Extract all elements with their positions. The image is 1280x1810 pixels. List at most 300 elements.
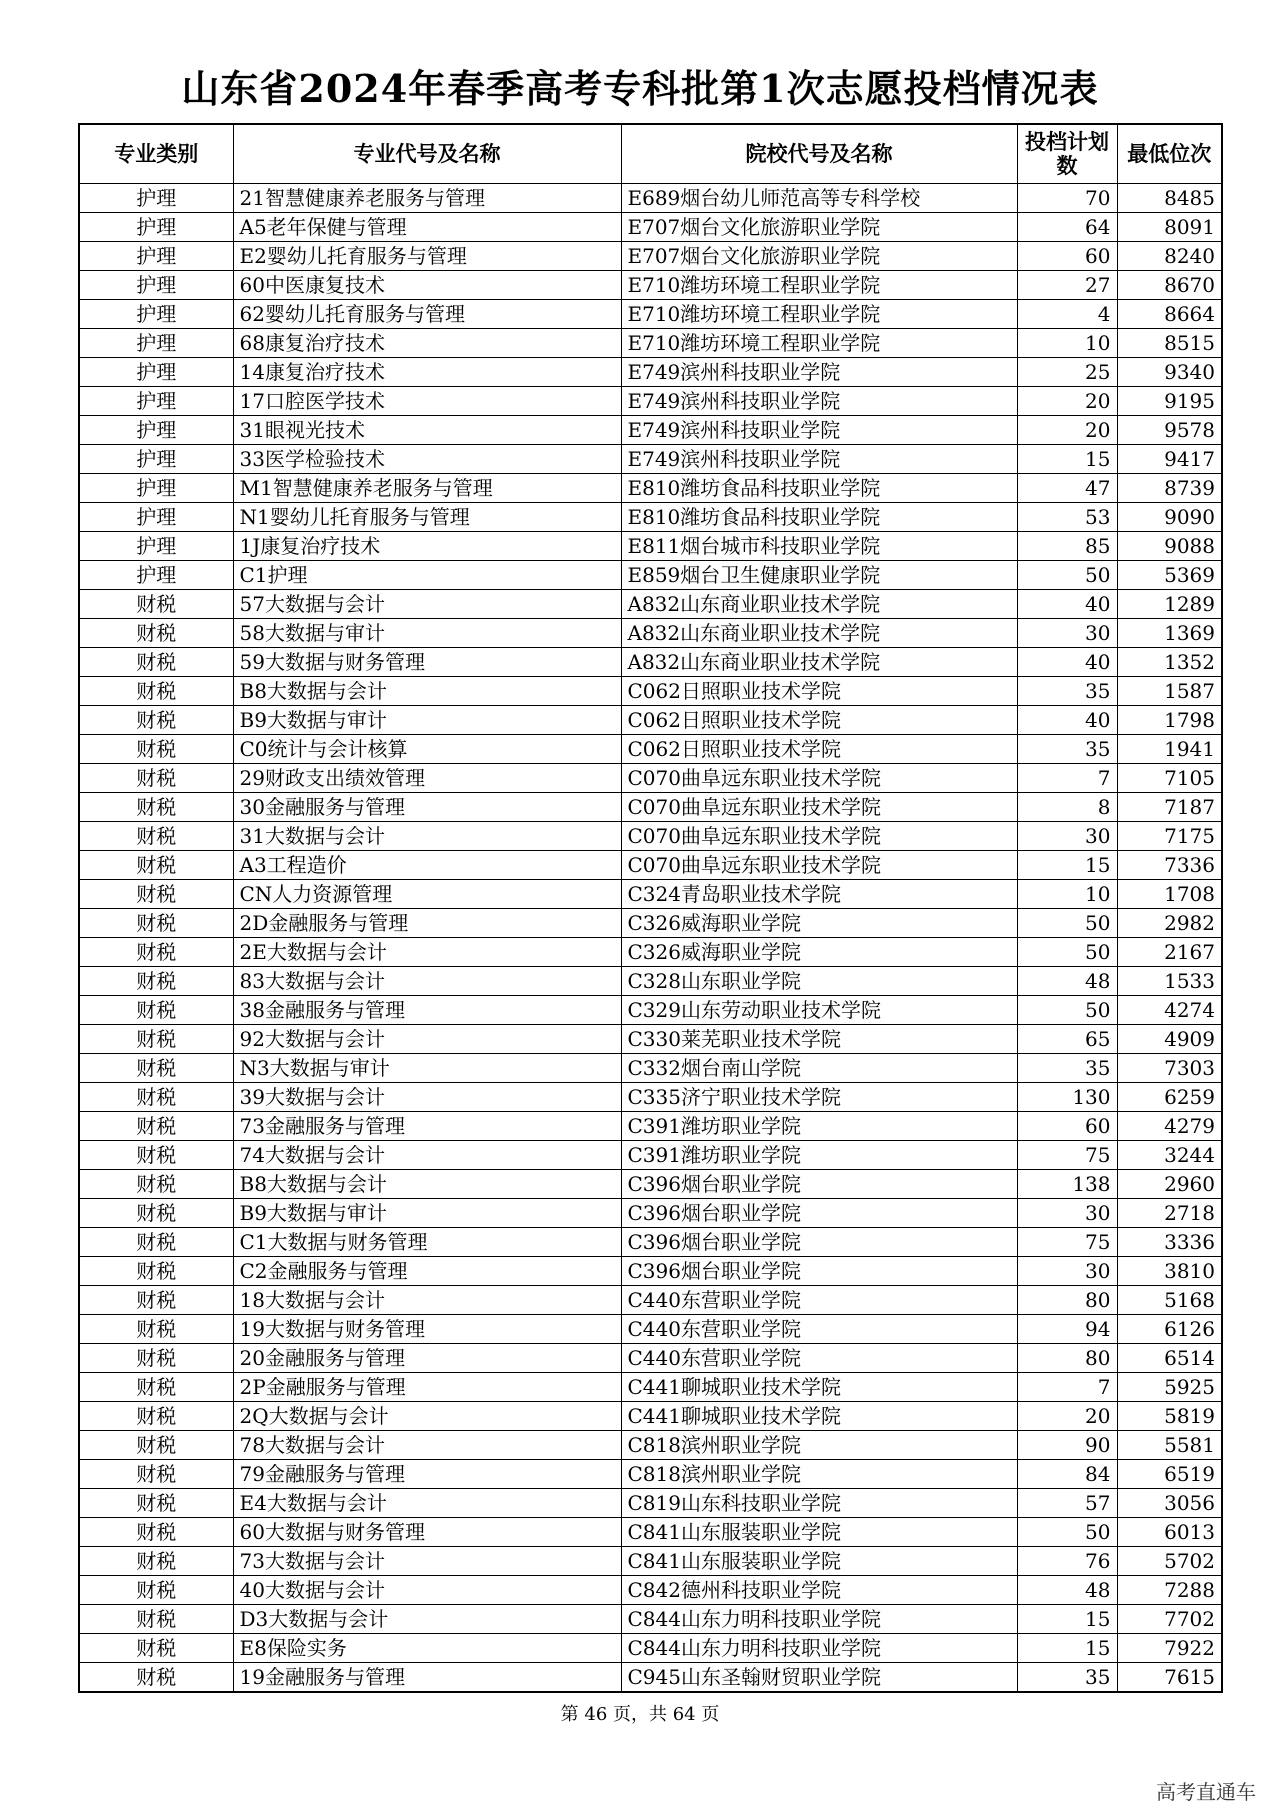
cell-major: 19金融服务与管理 [233,1663,621,1693]
cell-school: C332烟台南山学院 [621,1054,1017,1083]
cell-major: 40大数据与会计 [233,1576,621,1605]
cell-rank: 3336 [1117,1228,1222,1257]
cell-school: E710潍坊环境工程职业学院 [621,329,1017,358]
cell-category: 财税 [79,1141,233,1170]
cell-school: C945山东圣翰财贸职业学院 [621,1663,1017,1693]
cell-school: C819山东科技职业学院 [621,1489,1017,1518]
cell-plan: 76 [1017,1547,1117,1576]
table-row [79,1605,1222,1634]
cell-school: C391潍坊职业学院 [621,1112,1017,1141]
cell-school: C324青岛职业技术学院 [621,880,1017,909]
cell-plan: 20 [1017,416,1117,445]
cell-plan: 84 [1017,1460,1117,1489]
cell-school: E810潍坊食品科技职业学院 [621,474,1017,503]
table-row [79,532,1222,561]
cell-major: N1婴幼儿托育服务与管理 [233,503,621,532]
cell-rank: 6259 [1117,1083,1222,1112]
cell-major: M1智慧健康养老服务与管理 [233,474,621,503]
cell-major: 73金融服务与管理 [233,1112,621,1141]
cell-rank: 8485 [1117,184,1222,213]
header-major: 专业代号及名称 [233,124,621,184]
page-footer: 第 46 页，共 64 页 [560,1704,720,1725]
cell-major: E8保险实务 [233,1634,621,1663]
cell-major: CN人力资源管理 [233,880,621,909]
table-row [79,503,1222,532]
cell-rank: 7288 [1117,1576,1222,1605]
cell-category: 护理 [79,184,233,213]
cell-plan: 20 [1017,1402,1117,1431]
cell-plan: 35 [1017,677,1117,706]
table-row [79,271,1222,300]
cell-major: 33医学检验技术 [233,445,621,474]
cell-major: 39大数据与会计 [233,1083,621,1112]
table-row [79,387,1222,416]
cell-plan: 60 [1017,1112,1117,1141]
cell-plan: 47 [1017,474,1117,503]
cell-major: 60大数据与财务管理 [233,1518,621,1547]
cell-major: 31眼视光技术 [233,416,621,445]
cell-category: 财税 [79,1054,233,1083]
table-row [79,1431,1222,1460]
cell-category: 财税 [79,793,233,822]
cell-category: 财税 [79,1576,233,1605]
cell-plan: 15 [1017,1634,1117,1663]
table-row [79,1112,1222,1141]
cell-category: 财税 [79,735,233,764]
table-row [79,648,1222,677]
table-row [79,1344,1222,1373]
cell-major: C1大数据与财务管理 [233,1228,621,1257]
cell-category: 财税 [79,1025,233,1054]
table-row [79,358,1222,387]
cell-major: 60中医康复技术 [233,271,621,300]
cell-category: 护理 [79,271,233,300]
cell-plan: 20 [1017,387,1117,416]
cell-plan: 53 [1017,503,1117,532]
admission-table [78,123,1223,1693]
cell-category: 财税 [79,1547,233,1576]
cell-plan: 80 [1017,1286,1117,1315]
cell-category: 财税 [79,1402,233,1431]
cell-category: 财税 [79,1663,233,1693]
table-row [79,706,1222,735]
cell-school: C440东营职业学院 [621,1344,1017,1373]
cell-category: 财税 [79,590,233,619]
cell-rank: 9088 [1117,532,1222,561]
cell-plan: 60 [1017,242,1117,271]
page-title: 山东省2024年春季高考专科批第1次志愿投档情况表 [181,66,1099,111]
cell-school: C335济宁职业技术学院 [621,1083,1017,1112]
cell-category: 财税 [79,1431,233,1460]
cell-major: 83大数据与会计 [233,967,621,996]
table-row [79,822,1222,851]
cell-category: 财税 [79,1344,233,1373]
cell-major: 2Q大数据与会计 [233,1402,621,1431]
cell-category: 财税 [79,967,233,996]
cell-category: 财税 [79,648,233,677]
cell-category: 财税 [79,1489,233,1518]
table-row [79,445,1222,474]
table-row [79,184,1222,213]
table-row [79,590,1222,619]
cell-school: C329山东劳动职业技术学院 [621,996,1017,1025]
cell-plan: 50 [1017,996,1117,1025]
cell-rank: 2718 [1117,1199,1222,1228]
cell-school: E707烟台文化旅游职业学院 [621,213,1017,242]
cell-major: 2D金融服务与管理 [233,909,621,938]
cell-rank: 5702 [1117,1547,1222,1576]
table-row [79,1518,1222,1547]
table-row [79,1286,1222,1315]
cell-rank: 6013 [1117,1518,1222,1547]
cell-rank: 1289 [1117,590,1222,619]
table-row [79,996,1222,1025]
table-row [79,764,1222,793]
cell-school: C326威海职业学院 [621,909,1017,938]
cell-plan: 50 [1017,561,1117,590]
cell-plan: 15 [1017,1605,1117,1634]
cell-category: 护理 [79,503,233,532]
cell-category: 财税 [79,851,233,880]
cell-plan: 35 [1017,735,1117,764]
cell-major: B9大数据与审计 [233,1199,621,1228]
cell-rank: 6514 [1117,1344,1222,1373]
cell-rank: 8091 [1117,213,1222,242]
cell-rank: 8515 [1117,329,1222,358]
cell-rank: 9090 [1117,503,1222,532]
cell-plan: 4 [1017,300,1117,329]
cell-category: 财税 [79,677,233,706]
cell-rank: 3056 [1117,1489,1222,1518]
table-row [79,1576,1222,1605]
cell-rank: 3244 [1117,1141,1222,1170]
cell-school: C396烟台职业学院 [621,1228,1017,1257]
cell-rank: 7702 [1117,1605,1222,1634]
cell-school: C818滨州职业学院 [621,1431,1017,1460]
cell-rank: 5925 [1117,1373,1222,1402]
cell-category: 财税 [79,1228,233,1257]
cell-major: A3工程造价 [233,851,621,880]
cell-major: 74大数据与会计 [233,1141,621,1170]
cell-rank: 2982 [1117,909,1222,938]
cell-plan: 8 [1017,793,1117,822]
cell-plan: 94 [1017,1315,1117,1344]
cell-plan: 7 [1017,764,1117,793]
table-row [79,880,1222,909]
cell-plan: 30 [1017,1199,1117,1228]
table-row [79,1141,1222,1170]
cell-plan: 50 [1017,909,1117,938]
cell-plan: 80 [1017,1344,1117,1373]
cell-plan: 40 [1017,648,1117,677]
cell-school: C441聊城职业技术学院 [621,1373,1017,1402]
cell-rank: 5819 [1117,1402,1222,1431]
cell-category: 护理 [79,445,233,474]
cell-major: B9大数据与审计 [233,706,621,735]
cell-plan: 35 [1017,1054,1117,1083]
cell-major: 17口腔医学技术 [233,387,621,416]
cell-rank: 8670 [1117,271,1222,300]
cell-category: 财税 [79,1170,233,1199]
table-row [79,416,1222,445]
cell-rank: 9417 [1117,445,1222,474]
cell-rank: 7187 [1117,793,1222,822]
cell-major: 29财政支出绩效管理 [233,764,621,793]
cell-school: E710潍坊环境工程职业学院 [621,271,1017,300]
table-row [79,300,1222,329]
table-row [79,1663,1222,1693]
cell-category: 财税 [79,1112,233,1141]
cell-category: 财税 [79,619,233,648]
table-row [79,1199,1222,1228]
cell-plan: 30 [1017,619,1117,648]
cell-rank: 8240 [1117,242,1222,271]
cell-rank: 4909 [1117,1025,1222,1054]
cell-category: 护理 [79,532,233,561]
cell-major: D3大数据与会计 [233,1605,621,1634]
cell-rank: 1352 [1117,648,1222,677]
cell-rank: 1941 [1117,735,1222,764]
cell-rank: 6126 [1117,1315,1222,1344]
cell-school: E749滨州科技职业学院 [621,416,1017,445]
cell-category: 财税 [79,1286,233,1315]
cell-rank: 9195 [1117,387,1222,416]
table-body [79,184,1222,1693]
table-row [79,851,1222,880]
cell-school: C328山东职业学院 [621,967,1017,996]
cell-plan: 15 [1017,445,1117,474]
table-row [79,1489,1222,1518]
cell-school: C441聊城职业技术学院 [621,1402,1017,1431]
cell-major: 58大数据与审计 [233,619,621,648]
cell-major: 73大数据与会计 [233,1547,621,1576]
cell-rank: 4279 [1117,1112,1222,1141]
table-row [79,329,1222,358]
cell-school: C070曲阜远东职业技术学院 [621,851,1017,880]
table-row [79,1025,1222,1054]
header-school: 院校代号及名称 [621,124,1017,184]
cell-rank: 4274 [1117,996,1222,1025]
cell-plan: 65 [1017,1025,1117,1054]
cell-plan: 50 [1017,1518,1117,1547]
cell-school: E811烟台城市科技职业学院 [621,532,1017,561]
table-row [79,677,1222,706]
cell-rank: 8664 [1117,300,1222,329]
cell-plan: 10 [1017,880,1117,909]
cell-major: N3大数据与审计 [233,1054,621,1083]
cell-major: 20金融服务与管理 [233,1344,621,1373]
cell-plan: 85 [1017,532,1117,561]
table-row [79,213,1222,242]
cell-plan: 75 [1017,1228,1117,1257]
cell-rank: 1533 [1117,967,1222,996]
cell-plan: 15 [1017,851,1117,880]
cell-school: C818滨州职业学院 [621,1460,1017,1489]
cell-category: 护理 [79,561,233,590]
cell-rank: 1798 [1117,706,1222,735]
cell-category: 财税 [79,909,233,938]
cell-rank: 3810 [1117,1257,1222,1286]
table-row [79,938,1222,967]
cell-major: 59大数据与财务管理 [233,648,621,677]
cell-plan: 90 [1017,1431,1117,1460]
table-row [79,909,1222,938]
cell-category: 护理 [79,358,233,387]
cell-category: 财税 [79,1083,233,1112]
cell-rank: 7175 [1117,822,1222,851]
table-row [79,242,1222,271]
cell-rank: 1587 [1117,677,1222,706]
cell-category: 财税 [79,1460,233,1489]
header-row [79,124,1222,184]
table-row [79,967,1222,996]
table-row [79,1373,1222,1402]
cell-rank: 1708 [1117,880,1222,909]
cell-major: 2P金融服务与管理 [233,1373,621,1402]
cell-school: E710潍坊环境工程职业学院 [621,300,1017,329]
cell-rank: 7105 [1117,764,1222,793]
cell-major: B8大数据与会计 [233,677,621,706]
cell-school: A832山东商业职业技术学院 [621,619,1017,648]
cell-school: E689烟台幼儿师范高等专科学校 [621,184,1017,213]
cell-category: 财税 [79,938,233,967]
cell-school: C844山东力明科技职业学院 [621,1605,1017,1634]
cell-plan: 75 [1017,1141,1117,1170]
cell-major: 31大数据与会计 [233,822,621,851]
cell-school: A832山东商业职业技术学院 [621,648,1017,677]
cell-category: 财税 [79,1373,233,1402]
table-row [79,474,1222,503]
cell-rank: 5168 [1117,1286,1222,1315]
cell-major: 92大数据与会计 [233,1025,621,1054]
cell-category: 护理 [79,300,233,329]
cell-major: 30金融服务与管理 [233,793,621,822]
table-row [79,1083,1222,1112]
cell-school: C391潍坊职业学院 [621,1141,1017,1170]
cell-rank: 9340 [1117,358,1222,387]
cell-rank: 7615 [1117,1663,1222,1693]
cell-category: 护理 [79,474,233,503]
cell-school: C396烟台职业学院 [621,1257,1017,1286]
cell-plan: 35 [1017,1663,1117,1693]
table-row [79,1315,1222,1344]
cell-school: C062日照职业技术学院 [621,735,1017,764]
cell-major: 21智慧健康养老服务与管理 [233,184,621,213]
cell-school: A832山东商业职业技术学院 [621,590,1017,619]
cell-category: 财税 [79,1518,233,1547]
cell-plan: 10 [1017,329,1117,358]
cell-category: 护理 [79,387,233,416]
cell-category: 护理 [79,329,233,358]
cell-rank: 6519 [1117,1460,1222,1489]
table-row [79,1228,1222,1257]
cell-plan: 70 [1017,184,1117,213]
cell-major: 18大数据与会计 [233,1286,621,1315]
cell-major: 38金融服务与管理 [233,996,621,1025]
cell-plan: 25 [1017,358,1117,387]
cell-major: B8大数据与会计 [233,1170,621,1199]
cell-school: C841山东服装职业学院 [621,1547,1017,1576]
cell-category: 护理 [79,416,233,445]
cell-major: 57大数据与会计 [233,590,621,619]
cell-major: 68康复治疗技术 [233,329,621,358]
cell-rank: 9578 [1117,416,1222,445]
cell-plan: 50 [1017,938,1117,967]
cell-school: C326威海职业学院 [621,938,1017,967]
cell-school: C070曲阜远东职业技术学院 [621,822,1017,851]
cell-major: 19大数据与财务管理 [233,1315,621,1344]
cell-rank: 5369 [1117,561,1222,590]
cell-plan: 57 [1017,1489,1117,1518]
cell-school: C844山东力明科技职业学院 [621,1634,1017,1663]
cell-major: 79金融服务与管理 [233,1460,621,1489]
cell-rank: 8739 [1117,474,1222,503]
cell-category: 财税 [79,1315,233,1344]
cell-plan: 7 [1017,1373,1117,1402]
cell-rank: 7303 [1117,1054,1222,1083]
cell-major: C0统计与会计核算 [233,735,621,764]
table-row [79,1257,1222,1286]
cell-school: E749滨州科技职业学院 [621,358,1017,387]
table-row [79,1170,1222,1199]
cell-school: E749滨州科技职业学院 [621,445,1017,474]
table-row [79,561,1222,590]
cell-rank: 2167 [1117,938,1222,967]
cell-plan: 48 [1017,967,1117,996]
header-category: 专业类别 [79,124,233,184]
cell-plan: 64 [1017,213,1117,242]
cell-school: C330莱芜职业技术学院 [621,1025,1017,1054]
cell-plan: 40 [1017,706,1117,735]
cell-school: E859烟台卫生健康职业学院 [621,561,1017,590]
cell-major: 2E大数据与会计 [233,938,621,967]
cell-category: 财税 [79,1257,233,1286]
cell-plan: 48 [1017,1576,1117,1605]
header-rank: 最低位次 [1117,124,1222,184]
cell-category: 财税 [79,996,233,1025]
table-row [79,735,1222,764]
cell-category: 财税 [79,1634,233,1663]
cell-rank: 2960 [1117,1170,1222,1199]
cell-major: 62婴幼儿托育服务与管理 [233,300,621,329]
cell-major: C1护理 [233,561,621,590]
cell-rank: 7922 [1117,1634,1222,1663]
cell-school: E707烟台文化旅游职业学院 [621,242,1017,271]
cell-school: E810潍坊食品科技职业学院 [621,503,1017,532]
header-plan: 投档计划数 [1017,124,1117,184]
cell-major: A5老年保健与管理 [233,213,621,242]
table-row [79,1634,1222,1663]
cell-school: C062日照职业技术学院 [621,677,1017,706]
cell-major: E2婴幼儿托育服务与管理 [233,242,621,271]
cell-category: 财税 [79,1605,233,1634]
cell-school: C070曲阜远东职业技术学院 [621,793,1017,822]
cell-plan: 40 [1017,590,1117,619]
cell-school: C396烟台职业学院 [621,1199,1017,1228]
cell-category: 护理 [79,213,233,242]
cell-rank: 1369 [1117,619,1222,648]
cell-rank: 5581 [1117,1431,1222,1460]
cell-school: C842德州科技职业学院 [621,1576,1017,1605]
cell-category: 财税 [79,822,233,851]
cell-category: 财税 [79,706,233,735]
cell-category: 财税 [79,880,233,909]
cell-school: C440东营职业学院 [621,1315,1017,1344]
cell-school: C440东营职业学院 [621,1286,1017,1315]
cell-school: C062日照职业技术学院 [621,706,1017,735]
table-row [79,1054,1222,1083]
table-row [79,619,1222,648]
